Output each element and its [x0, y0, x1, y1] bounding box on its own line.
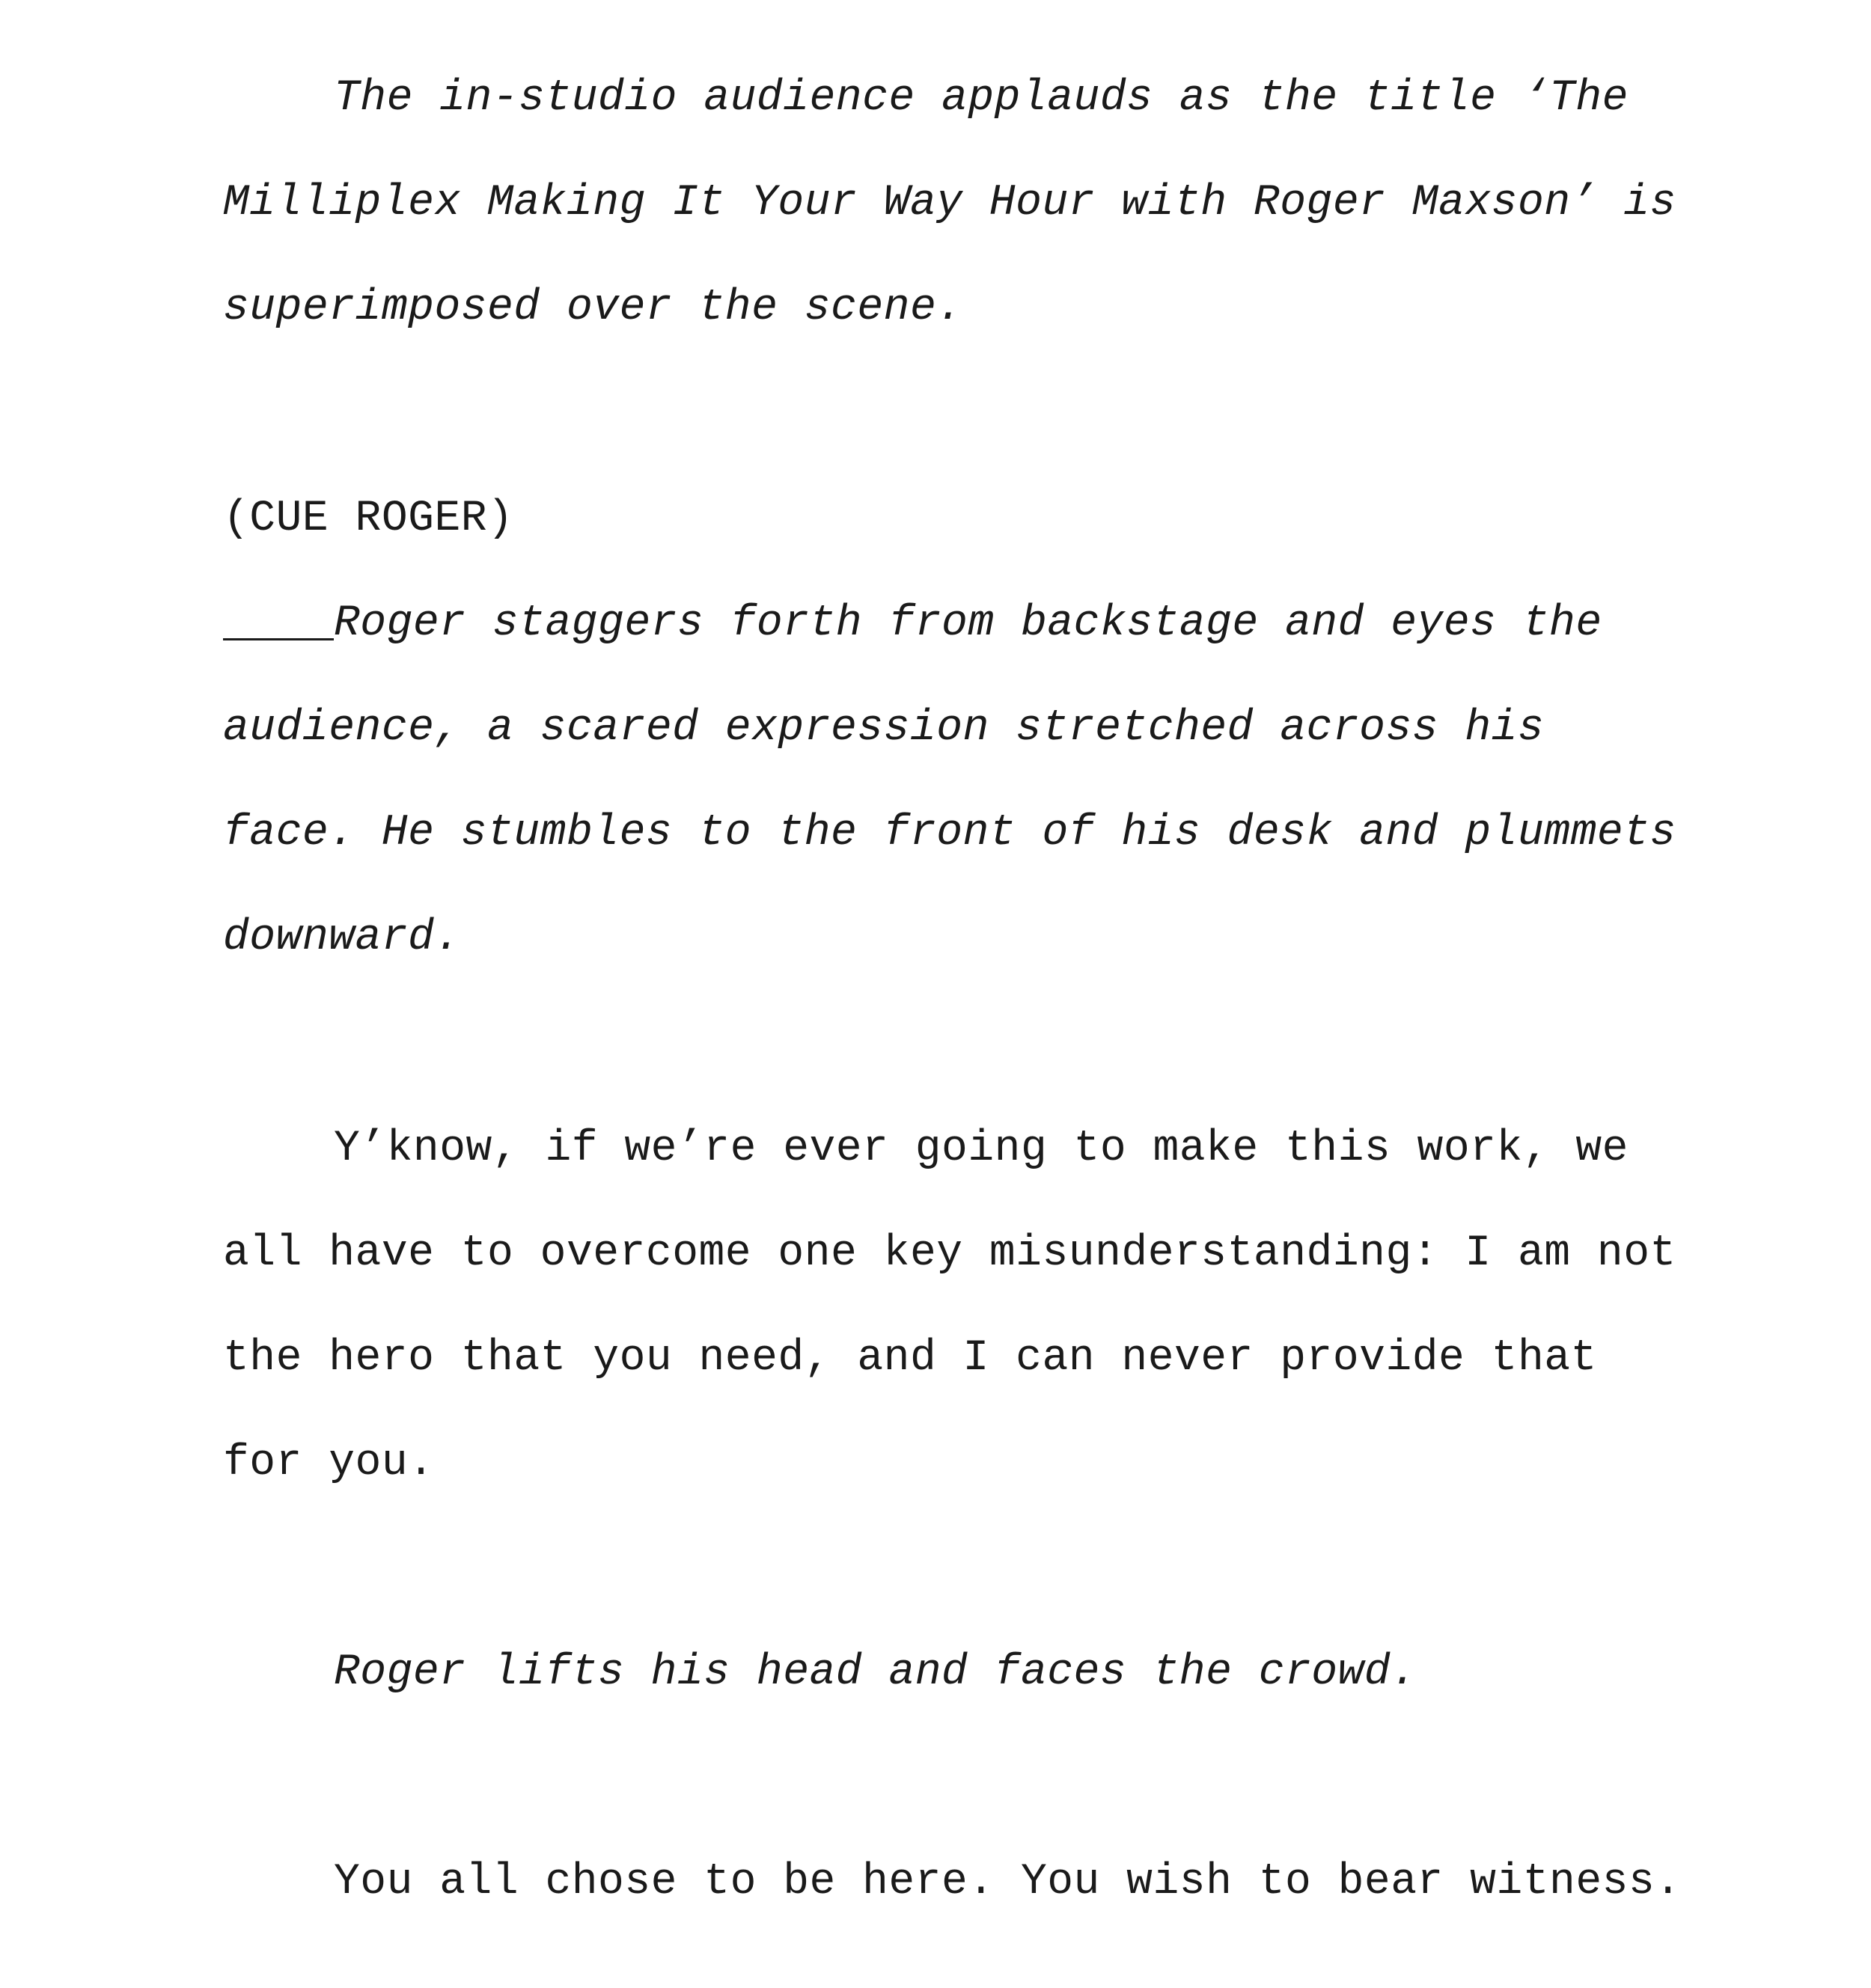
action-line: face. He stumbles to the front of his desk and plummets	[223, 809, 1676, 857]
dialogue-line: You all chose to be here. You wish to bear witness.	[334, 1858, 1682, 1906]
cue-line: (CUE ROGER)	[223, 495, 514, 543]
action-line: audience, a scared expression stretched across his	[223, 704, 1545, 753]
action-line: Milliplex Making It Your Way Hour with Roger Maxson’ is	[223, 179, 1676, 227]
dialogue-line: Y’know, if we’re ever going to make this work, we	[334, 1125, 1629, 1173]
dialogue-line: all have to overcome one key misunderstanding: I am not	[223, 1229, 1676, 1278]
action-line: downward.	[223, 914, 461, 962]
dialogue-line: for you.	[223, 1439, 435, 1487]
action-line: superimposed over the scene.	[223, 284, 963, 332]
blank-underline	[223, 638, 334, 640]
action-line-text: Roger staggers forth from backstage and eyes the	[334, 599, 1602, 648]
action-line: The in-studio audience applauds as the title ‘The	[334, 74, 1629, 123]
dialogue-line: the hero that you need, and I can never provide that	[223, 1334, 1597, 1383]
action-line: Roger lifts his head and faces the crowd.	[334, 1648, 1417, 1697]
action-line-with-blank	[223, 572, 1602, 676]
